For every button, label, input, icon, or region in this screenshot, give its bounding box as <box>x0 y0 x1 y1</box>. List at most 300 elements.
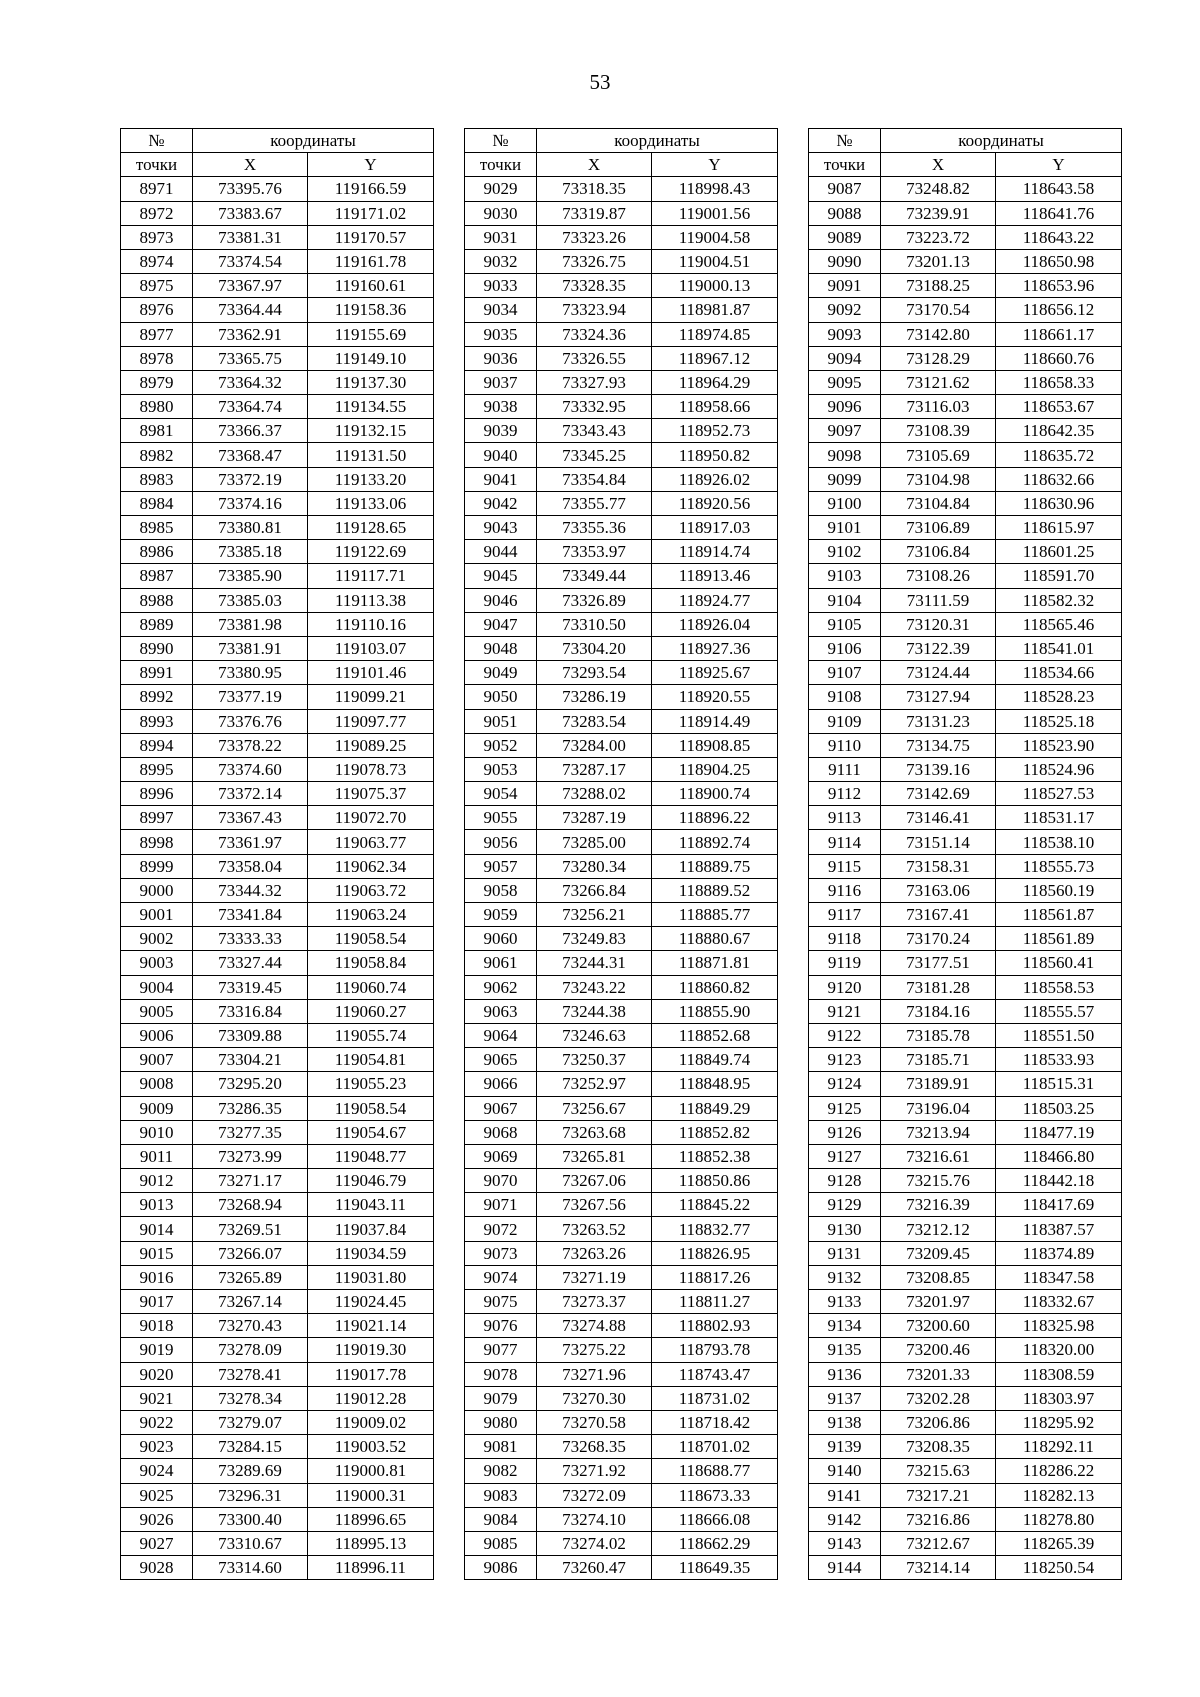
point-number: 8988 <box>121 588 193 612</box>
coord-x: 73134.75 <box>881 733 996 757</box>
coord-x: 73188.25 <box>881 274 996 298</box>
coord-x: 73310.50 <box>537 612 652 636</box>
coord-x: 73104.98 <box>881 467 996 491</box>
coord-y: 119054.81 <box>308 1048 434 1072</box>
point-number: 9050 <box>465 685 537 709</box>
header-num-sign: № <box>809 129 881 153</box>
coord-y: 118927.36 <box>652 636 778 660</box>
coord-x: 73200.60 <box>881 1314 996 1338</box>
coord-x: 73300.40 <box>193 1507 308 1531</box>
coord-y: 119101.46 <box>308 661 434 685</box>
coord-x: 73383.67 <box>193 201 308 225</box>
coord-x: 73381.91 <box>193 636 308 660</box>
coord-x: 73270.30 <box>537 1386 652 1410</box>
point-number: 9040 <box>465 443 537 467</box>
table-row <box>809 1483 1122 1507</box>
coord-y: 119021.14 <box>308 1314 434 1338</box>
table-row <box>121 1362 434 1386</box>
coord-x: 73374.16 <box>193 491 308 515</box>
table-row <box>809 1144 1122 1168</box>
coordinates-table-1 <box>120 128 434 1580</box>
table-row <box>465 1507 778 1531</box>
coord-y: 118332.67 <box>996 1290 1122 1314</box>
point-number: 9067 <box>465 1096 537 1120</box>
coord-x: 73366.37 <box>193 419 308 443</box>
point-number: 8974 <box>121 249 193 273</box>
coord-x: 73328.35 <box>537 274 652 298</box>
coord-x: 73111.59 <box>881 588 996 612</box>
table-row <box>809 249 1122 273</box>
coord-x: 73327.44 <box>193 951 308 975</box>
point-number: 8979 <box>121 370 193 394</box>
table-row <box>465 346 778 370</box>
coord-y: 118666.08 <box>652 1507 778 1531</box>
table-row <box>809 1556 1122 1580</box>
point-number: 9042 <box>465 491 537 515</box>
table-row <box>809 1241 1122 1265</box>
table-row <box>121 1241 434 1265</box>
point-number: 9036 <box>465 346 537 370</box>
table-row <box>465 1531 778 1555</box>
coord-y: 119133.06 <box>308 491 434 515</box>
table-row <box>465 1386 778 1410</box>
coord-y: 118442.18 <box>996 1169 1122 1193</box>
coord-x: 73216.61 <box>881 1144 996 1168</box>
coord-y: 119063.77 <box>308 830 434 854</box>
point-number: 9098 <box>809 443 881 467</box>
coord-y: 118860.82 <box>652 975 778 999</box>
coord-x: 73208.85 <box>881 1265 996 1289</box>
point-number: 9041 <box>465 467 537 491</box>
table-row <box>809 1265 1122 1289</box>
header-point: точки <box>465 153 537 177</box>
coord-x: 73116.03 <box>881 395 996 419</box>
coord-y: 118642.35 <box>996 419 1122 443</box>
coord-y: 118920.56 <box>652 491 778 515</box>
coord-y: 119171.02 <box>308 201 434 225</box>
coord-y: 119055.74 <box>308 1023 434 1047</box>
table-row <box>809 830 1122 854</box>
point-number: 9138 <box>809 1410 881 1434</box>
point-number: 9143 <box>809 1531 881 1555</box>
coord-y: 119004.51 <box>652 249 778 273</box>
point-number: 9057 <box>465 854 537 878</box>
table-row <box>809 782 1122 806</box>
point-number: 8976 <box>121 298 193 322</box>
coord-x: 73316.84 <box>193 999 308 1023</box>
point-number: 9103 <box>809 564 881 588</box>
coord-y: 118718.42 <box>652 1410 778 1434</box>
coord-x: 73287.17 <box>537 757 652 781</box>
coord-x: 73272.09 <box>537 1483 652 1507</box>
point-number: 8991 <box>121 661 193 685</box>
coord-x: 73127.94 <box>881 685 996 709</box>
table-row <box>121 225 434 249</box>
point-number: 9111 <box>809 757 881 781</box>
coord-x: 73215.76 <box>881 1169 996 1193</box>
coord-y: 118974.85 <box>652 322 778 346</box>
point-number: 9013 <box>121 1193 193 1217</box>
point-number: 8985 <box>121 516 193 540</box>
coord-x: 73246.63 <box>537 1023 652 1047</box>
table-row <box>465 1314 778 1338</box>
coord-x: 73274.10 <box>537 1507 652 1531</box>
table-row <box>465 1023 778 1047</box>
coord-x: 73200.46 <box>881 1338 996 1362</box>
coord-x: 73184.16 <box>881 999 996 1023</box>
coord-x: 73353.97 <box>537 540 652 564</box>
table-row <box>465 1483 778 1507</box>
table-row <box>465 443 778 467</box>
point-number: 9004 <box>121 975 193 999</box>
coord-x: 73323.94 <box>537 298 652 322</box>
coord-y: 119054.67 <box>308 1120 434 1144</box>
coord-x: 73275.22 <box>537 1338 652 1362</box>
coord-x: 73142.80 <box>881 322 996 346</box>
point-number: 8984 <box>121 491 193 515</box>
coord-x: 73122.39 <box>881 636 996 660</box>
point-number: 9089 <box>809 225 881 249</box>
point-number: 9092 <box>809 298 881 322</box>
table-row <box>465 1072 778 1096</box>
coord-x: 73283.54 <box>537 709 652 733</box>
coord-x: 73284.15 <box>193 1435 308 1459</box>
table-row <box>121 661 434 685</box>
table-row <box>121 1144 434 1168</box>
table-row <box>809 443 1122 467</box>
coord-x: 73286.35 <box>193 1096 308 1120</box>
coord-y: 118615.97 <box>996 516 1122 540</box>
table-row <box>121 467 434 491</box>
coord-y: 119122.69 <box>308 540 434 564</box>
table-row <box>465 588 778 612</box>
coord-y: 119031.80 <box>308 1265 434 1289</box>
point-number: 9055 <box>465 806 537 830</box>
coord-x: 73304.20 <box>537 636 652 660</box>
coord-y: 118558.53 <box>996 975 1122 999</box>
table-row <box>465 540 778 564</box>
header-x: X <box>881 153 996 177</box>
table-row <box>809 1362 1122 1386</box>
coord-x: 73267.56 <box>537 1193 652 1217</box>
coord-x: 73108.39 <box>881 419 996 443</box>
table-row <box>465 709 778 733</box>
point-number: 8971 <box>121 177 193 201</box>
header-point: точки <box>809 153 881 177</box>
point-number: 9069 <box>465 1144 537 1168</box>
point-number: 9094 <box>809 346 881 370</box>
coord-x: 73202.28 <box>881 1386 996 1410</box>
point-number: 8998 <box>121 830 193 854</box>
table-row <box>121 612 434 636</box>
coord-y: 118533.93 <box>996 1048 1122 1072</box>
table-row <box>465 782 778 806</box>
coord-x: 73286.19 <box>537 685 652 709</box>
point-number: 9139 <box>809 1435 881 1459</box>
point-number: 9142 <box>809 1507 881 1531</box>
coord-y: 119060.74 <box>308 975 434 999</box>
coord-y: 119078.73 <box>308 757 434 781</box>
coord-y: 119058.54 <box>308 927 434 951</box>
coord-y: 119060.27 <box>308 999 434 1023</box>
point-number: 8999 <box>121 854 193 878</box>
table-row <box>121 346 434 370</box>
coord-x: 73323.26 <box>537 225 652 249</box>
point-number: 9135 <box>809 1338 881 1362</box>
point-number: 9007 <box>121 1048 193 1072</box>
table-row <box>465 177 778 201</box>
point-number: 9124 <box>809 1072 881 1096</box>
coord-x: 73284.00 <box>537 733 652 757</box>
coord-y: 118914.74 <box>652 540 778 564</box>
coord-y: 119110.16 <box>308 612 434 636</box>
point-number: 9077 <box>465 1338 537 1362</box>
point-number: 9132 <box>809 1265 881 1289</box>
point-number: 9051 <box>465 709 537 733</box>
coord-x: 73120.31 <box>881 612 996 636</box>
coord-y: 118286.22 <box>996 1459 1122 1483</box>
table-row <box>809 298 1122 322</box>
coord-y: 118920.55 <box>652 685 778 709</box>
table-row <box>809 201 1122 225</box>
coord-y: 118952.73 <box>652 419 778 443</box>
coord-x: 73181.28 <box>881 975 996 999</box>
coord-y: 119000.81 <box>308 1459 434 1483</box>
coord-x: 73374.60 <box>193 757 308 781</box>
point-number: 9070 <box>465 1169 537 1193</box>
coord-x: 73151.14 <box>881 830 996 854</box>
coord-y: 118524.96 <box>996 757 1122 781</box>
point-number: 9122 <box>809 1023 881 1047</box>
coord-x: 73326.89 <box>537 588 652 612</box>
point-number: 8989 <box>121 612 193 636</box>
coord-y: 119001.56 <box>652 201 778 225</box>
coord-y: 119158.36 <box>308 298 434 322</box>
coord-x: 73108.26 <box>881 564 996 588</box>
coord-y: 118528.23 <box>996 685 1122 709</box>
coord-x: 73170.54 <box>881 298 996 322</box>
coord-y: 118926.02 <box>652 467 778 491</box>
coord-y: 118731.02 <box>652 1386 778 1410</box>
point-number: 9065 <box>465 1048 537 1072</box>
coord-y: 118688.77 <box>652 1459 778 1483</box>
point-number: 8972 <box>121 201 193 225</box>
table-row <box>465 516 778 540</box>
point-number: 9018 <box>121 1314 193 1338</box>
table-row <box>809 1338 1122 1362</box>
coord-x: 73365.75 <box>193 346 308 370</box>
coord-y: 119097.77 <box>308 709 434 733</box>
coord-x: 73185.71 <box>881 1048 996 1072</box>
coord-y: 118958.66 <box>652 395 778 419</box>
point-number: 9078 <box>465 1362 537 1386</box>
coord-x: 73270.58 <box>537 1410 652 1434</box>
coord-x: 73361.97 <box>193 830 308 854</box>
header-x: X <box>537 153 652 177</box>
coord-y: 119017.78 <box>308 1362 434 1386</box>
coord-x: 73146.41 <box>881 806 996 830</box>
coord-y: 119058.54 <box>308 1096 434 1120</box>
point-number: 9083 <box>465 1483 537 1507</box>
point-number: 9126 <box>809 1120 881 1144</box>
coord-y: 118964.29 <box>652 370 778 394</box>
table-row <box>465 1241 778 1265</box>
coord-x: 73267.14 <box>193 1290 308 1314</box>
point-number: 9108 <box>809 685 881 709</box>
point-number: 9121 <box>809 999 881 1023</box>
point-number: 9033 <box>465 274 537 298</box>
coord-y: 118889.75 <box>652 854 778 878</box>
table-row <box>809 1096 1122 1120</box>
coord-x: 73273.99 <box>193 1144 308 1168</box>
point-number: 9080 <box>465 1410 537 1434</box>
point-number: 9112 <box>809 782 881 806</box>
coord-x: 73239.91 <box>881 201 996 225</box>
point-number: 8981 <box>121 419 193 443</box>
coord-y: 118466.80 <box>996 1144 1122 1168</box>
coord-y: 118250.54 <box>996 1556 1122 1580</box>
point-number: 9056 <box>465 830 537 854</box>
table-row <box>465 612 778 636</box>
point-number: 9045 <box>465 564 537 588</box>
coord-y: 119113.38 <box>308 588 434 612</box>
coord-x: 73364.32 <box>193 370 308 394</box>
table-row <box>465 274 778 298</box>
coord-y: 118527.53 <box>996 782 1122 806</box>
point-number: 9101 <box>809 516 881 540</box>
point-number: 9027 <box>121 1531 193 1555</box>
table-row <box>121 1096 434 1120</box>
coord-y: 119000.31 <box>308 1483 434 1507</box>
table-row <box>121 1265 434 1289</box>
coord-y: 118387.57 <box>996 1217 1122 1241</box>
coord-x: 73167.41 <box>881 903 996 927</box>
table-row <box>809 516 1122 540</box>
point-number: 9034 <box>465 298 537 322</box>
table-row <box>465 370 778 394</box>
coord-x: 73376.76 <box>193 709 308 733</box>
table-row <box>121 1023 434 1047</box>
coord-y: 118845.22 <box>652 1193 778 1217</box>
point-number: 9053 <box>465 757 537 781</box>
table-row <box>121 636 434 660</box>
table-row <box>465 249 778 273</box>
coord-x: 73318.35 <box>537 177 652 201</box>
table-row <box>809 806 1122 830</box>
table-row <box>121 951 434 975</box>
coord-y: 119166.59 <box>308 177 434 201</box>
table-row <box>809 1290 1122 1314</box>
point-number: 9117 <box>809 903 881 927</box>
coord-x: 73326.75 <box>537 249 652 273</box>
coord-x: 73344.32 <box>193 878 308 902</box>
coord-y: 118534.66 <box>996 661 1122 685</box>
header-num-sign: № <box>465 129 537 153</box>
coord-y: 118551.50 <box>996 1023 1122 1047</box>
table-row <box>121 685 434 709</box>
coord-y: 119161.78 <box>308 249 434 273</box>
coord-x: 73124.44 <box>881 661 996 685</box>
table-row <box>121 975 434 999</box>
point-number: 9087 <box>809 177 881 201</box>
point-number: 9073 <box>465 1241 537 1265</box>
point-number: 9141 <box>809 1483 881 1507</box>
coord-y: 118582.32 <box>996 588 1122 612</box>
coord-y: 118848.95 <box>652 1072 778 1096</box>
coord-y: 118347.58 <box>996 1265 1122 1289</box>
table-row <box>465 1459 778 1483</box>
point-number: 9137 <box>809 1386 881 1410</box>
point-number: 9109 <box>809 709 881 733</box>
coord-x: 73380.81 <box>193 516 308 540</box>
table-row <box>465 1410 778 1434</box>
coord-x: 73266.84 <box>537 878 652 902</box>
point-number: 8986 <box>121 540 193 564</box>
point-number: 9035 <box>465 322 537 346</box>
coord-y: 118826.95 <box>652 1241 778 1265</box>
point-number: 9119 <box>809 951 881 975</box>
coord-x: 73296.31 <box>193 1483 308 1507</box>
point-number: 9076 <box>465 1314 537 1338</box>
table-row <box>465 322 778 346</box>
coord-y: 118565.46 <box>996 612 1122 636</box>
table-row <box>809 733 1122 757</box>
coord-y: 119046.79 <box>308 1169 434 1193</box>
coord-x: 73266.07 <box>193 1241 308 1265</box>
coord-y: 118295.92 <box>996 1410 1122 1434</box>
coord-x: 73377.19 <box>193 685 308 709</box>
coord-x: 73139.16 <box>881 757 996 781</box>
point-number: 8980 <box>121 395 193 419</box>
coord-x: 73263.68 <box>537 1120 652 1144</box>
coord-y: 118967.12 <box>652 346 778 370</box>
coord-y: 118643.58 <box>996 177 1122 201</box>
coord-y: 119117.71 <box>308 564 434 588</box>
table-row <box>465 419 778 443</box>
coord-x: 73263.26 <box>537 1241 652 1265</box>
table-row <box>121 1556 434 1580</box>
coord-x: 73362.91 <box>193 322 308 346</box>
coord-y: 118503.25 <box>996 1096 1122 1120</box>
coord-x: 73319.87 <box>537 201 652 225</box>
coord-x: 73374.54 <box>193 249 308 273</box>
table-row <box>121 1120 434 1144</box>
table-row <box>465 201 778 225</box>
coord-y: 118998.43 <box>652 177 778 201</box>
coord-x: 73278.09 <box>193 1338 308 1362</box>
point-number: 9129 <box>809 1193 881 1217</box>
point-number: 9128 <box>809 1169 881 1193</box>
table-row <box>809 757 1122 781</box>
coord-y: 118282.13 <box>996 1483 1122 1507</box>
coord-y: 118591.70 <box>996 564 1122 588</box>
table-row <box>121 274 434 298</box>
coord-x: 73269.51 <box>193 1217 308 1241</box>
coord-y: 119055.23 <box>308 1072 434 1096</box>
table-row <box>809 1314 1122 1338</box>
table-row <box>121 757 434 781</box>
coord-x: 73380.95 <box>193 661 308 685</box>
table-row <box>465 636 778 660</box>
header-x: X <box>193 153 308 177</box>
point-number: 9006 <box>121 1023 193 1047</box>
table-row <box>465 854 778 878</box>
coord-x: 73343.43 <box>537 419 652 443</box>
point-number: 9097 <box>809 419 881 443</box>
table-row <box>121 709 434 733</box>
coord-x: 73271.17 <box>193 1169 308 1193</box>
table-row <box>465 1217 778 1241</box>
